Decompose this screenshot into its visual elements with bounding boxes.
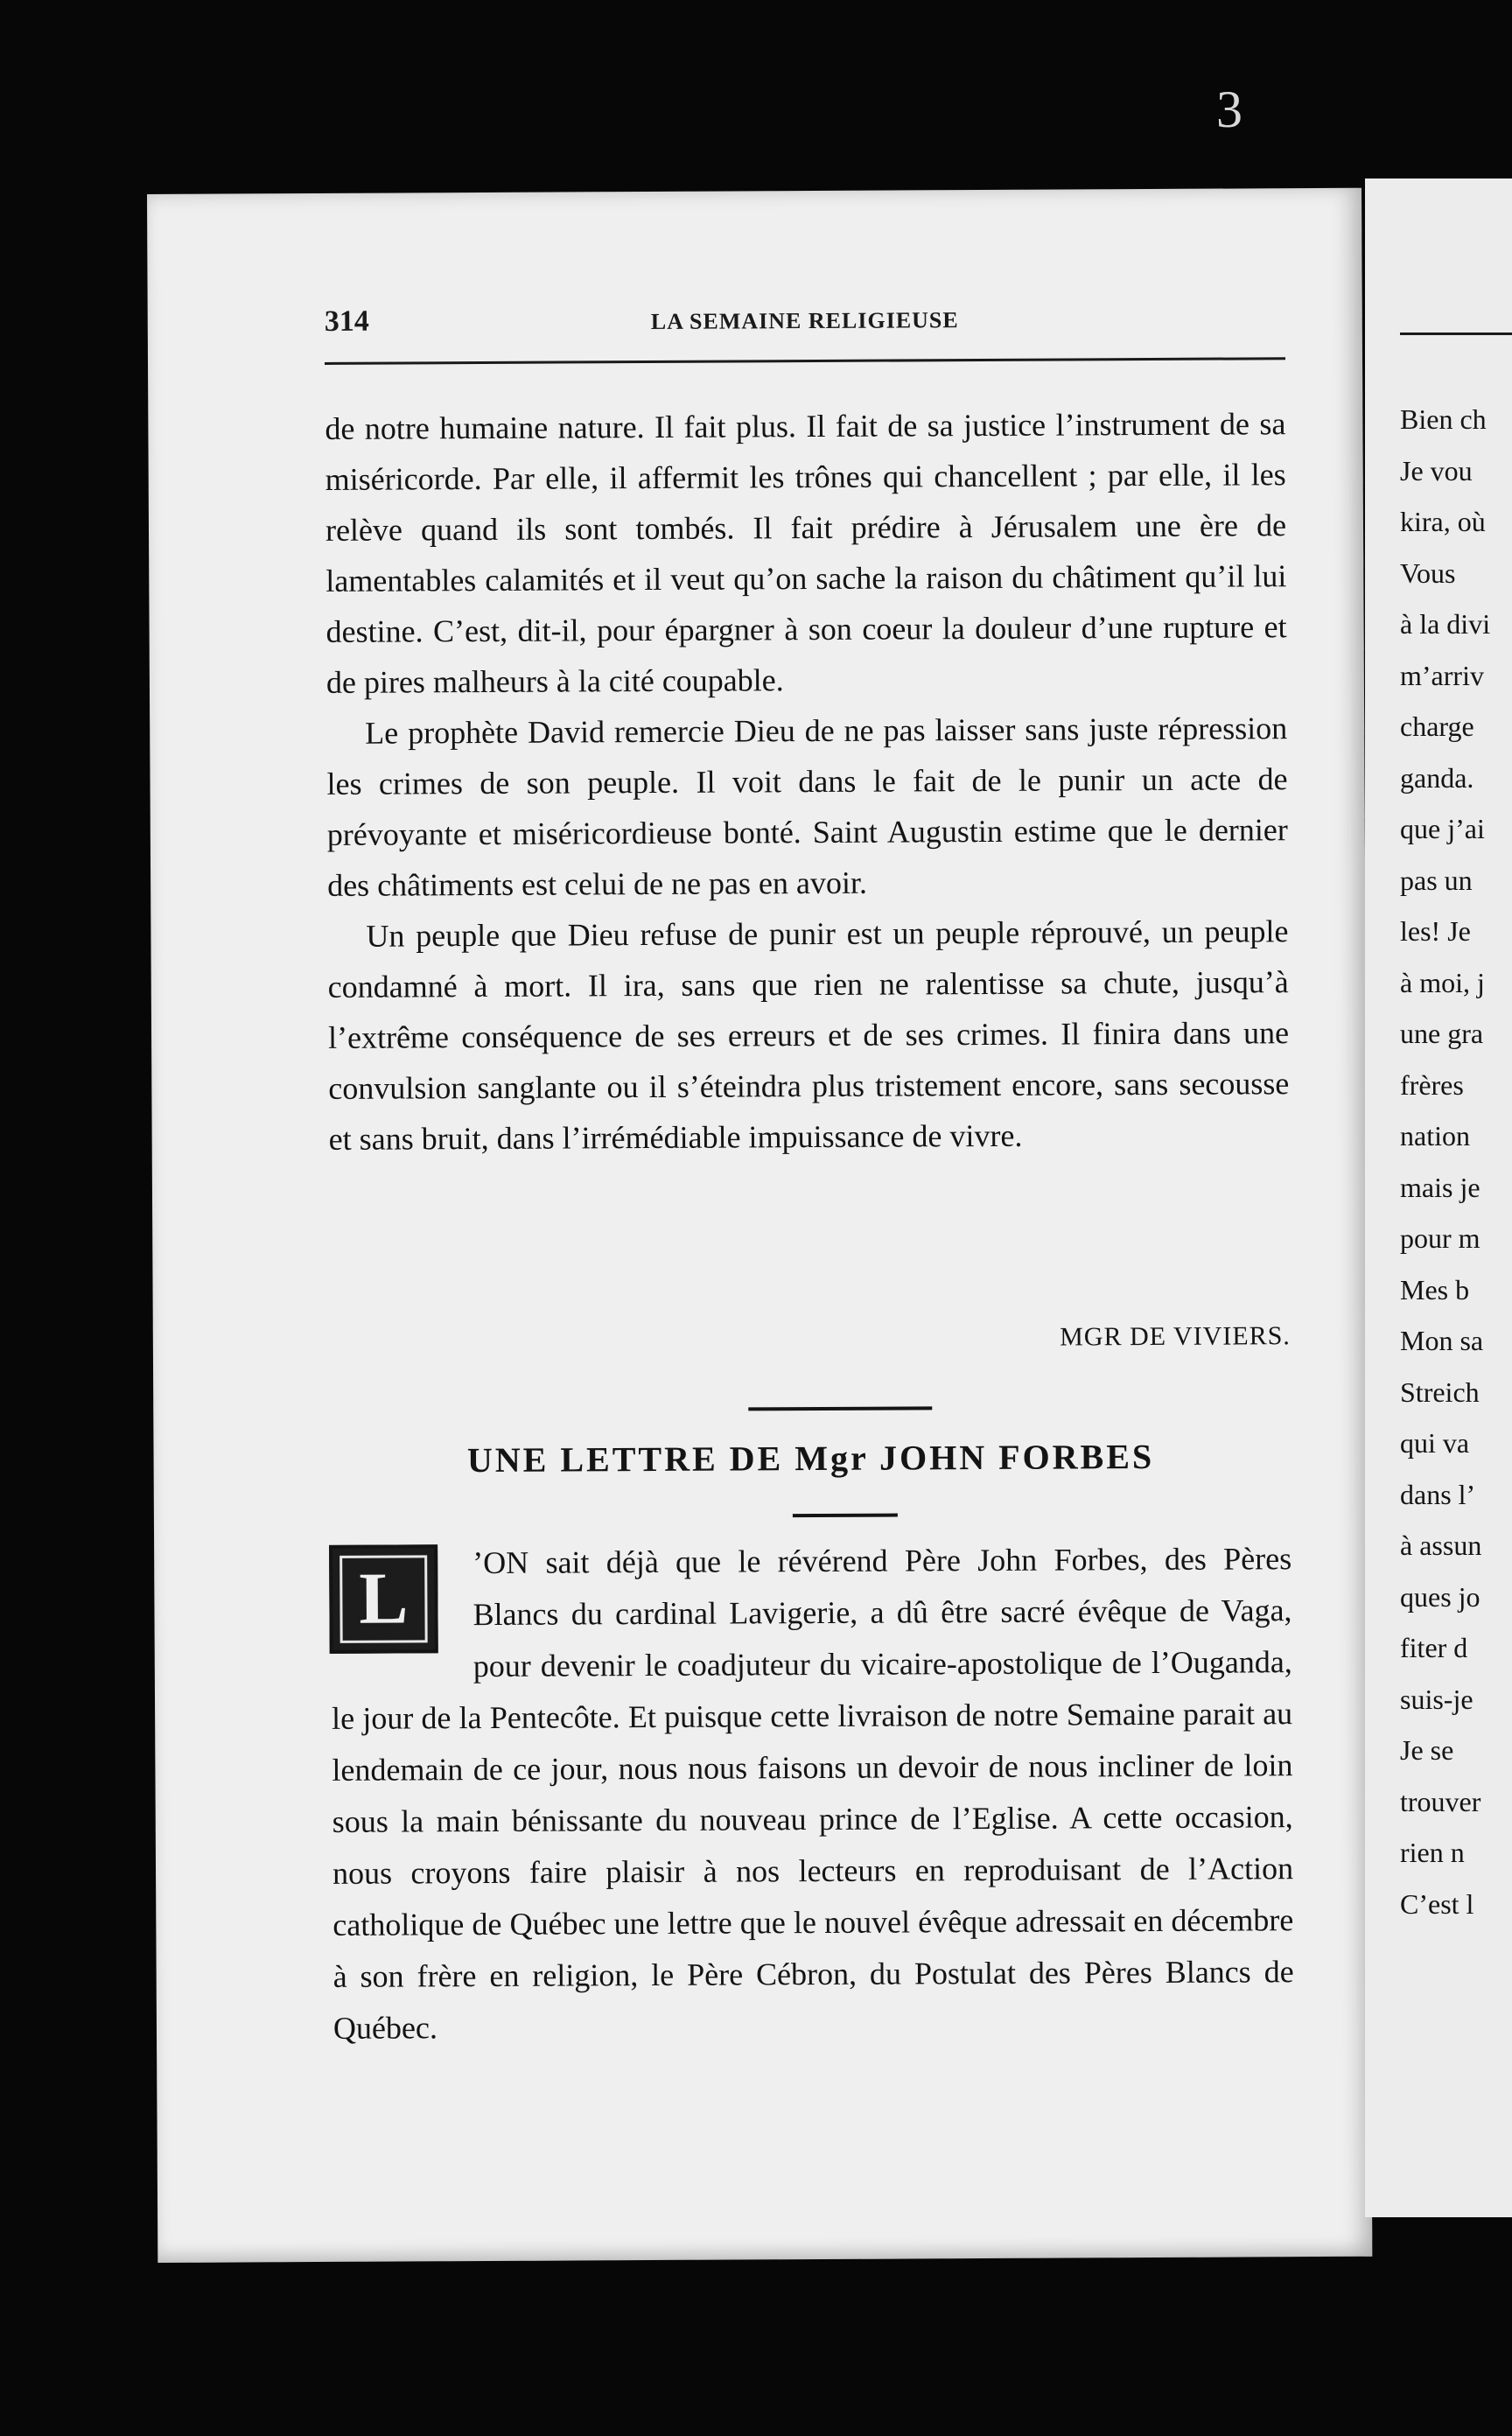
- author-signature: MGR DE VIVIERS.: [1060, 1321, 1291, 1352]
- page-header: [325, 300, 1285, 340]
- adjacent-line: une gra: [1400, 1018, 1484, 1049]
- adjacent-line: qui va: [1400, 1427, 1470, 1459]
- drop-cap-ornament: [329, 1544, 438, 1654]
- adjacent-line: suis-je: [1400, 1683, 1474, 1715]
- adjacent-line: m’arriv: [1400, 659, 1484, 691]
- page-number: 314: [324, 304, 369, 338]
- adjacent-line: à moi, j: [1400, 966, 1485, 998]
- title-underline: [793, 1514, 898, 1518]
- adjacent-line: ganda.: [1400, 761, 1474, 794]
- adjacent-line: Bien ch: [1400, 403, 1487, 435]
- adjacent-line: rien n: [1400, 1837, 1465, 1868]
- article-title: UNE LETTRE DE Mgr JOHN FORBES: [466, 1436, 1155, 1480]
- paragraph-2: Le prophète David remercie Dieu de ne pas laisser sans juste répression les crimes de son peuple. Il voit dans le fait de le punir un acte de prévoyante et miséricordieuse bonté. Saint Augustin estime que le dernier des châtiments est celui de ne pas en avoir.: [326, 710, 1288, 903]
- adjacent-line: Streich: [1400, 1376, 1480, 1408]
- adjacent-line: les! Je: [1400, 915, 1471, 947]
- section-divider: [748, 1406, 932, 1410]
- adjacent-line: frères: [1400, 1068, 1464, 1101]
- adjacent-line: trouver: [1400, 1785, 1481, 1817]
- drop-cap-letter: L: [340, 1555, 428, 1643]
- adjacent-line: C’est l: [1400, 1887, 1474, 1920]
- adjacent-line: Vous: [1400, 556, 1456, 589]
- adjacent-line: charge: [1400, 710, 1474, 742]
- adjacent-line: à la divi: [1400, 608, 1491, 640]
- adjacent-line: ques jo: [1400, 1580, 1480, 1613]
- header-rule: [325, 357, 1285, 365]
- adjacent-line: Mes b: [1400, 1273, 1470, 1306]
- adjacent-line: fiter d: [1400, 1632, 1468, 1663]
- paragraph-1: de notre humaine nature. Il fait plus. Il fait de sa justice l’instrument de sa miséricorde. Par elle, il affermit les trônes qui chancellent ; par elle, il les relève quand ils sont tombés. Il fait prédire à Jérusalem une ère de lamentables calamités et il veut qu’on sache la raison du châtiment qu’il lui destine. C’est, dit-il, pour épargner à son coeur la douleur d’une rupture et de pires malheurs à la cité coupable.: [325, 406, 1287, 700]
- adjacent-line: mais je: [1400, 1171, 1480, 1203]
- adjacent-line: kira, où: [1400, 506, 1486, 537]
- adjacent-page-text: [1400, 394, 1512, 1929]
- adjacent-line: à assun: [1400, 1530, 1482, 1561]
- adjacent-line: pour m: [1400, 1222, 1480, 1254]
- adjacent-line: dans l’: [1400, 1478, 1476, 1510]
- main-text: [325, 398, 1290, 1165]
- article-text: [331, 1533, 1294, 2054]
- adjacent-header-rule: [1400, 332, 1512, 335]
- adjacent-line: nation: [1400, 1120, 1470, 1152]
- paragraph-3: Un peuple que Dieu refuse de punir est un peuple réprouvé, un peuple condamné à mort. Il ira, sans que rien ne ralentisse sa chute, jusqu’à l’extrême conséquence de ses erreurs et de ses crimes. Il finira dans une convulsion sanglante ou il s’éteindra plus tristement encore, sans secousse et sans bruit, dans l’irrémédiable impuissance de vivre.: [327, 914, 1290, 1157]
- adjacent-line: que j’ai: [1400, 813, 1485, 844]
- adjacent-line: Je vou: [1400, 454, 1473, 486]
- book-page: [147, 188, 1372, 2263]
- running-title: LA SEMAINE RELIGIEUSE: [650, 307, 959, 334]
- article-paragraph: ’ON sait déjà que le révérend Père John Forbes, des Pères Blancs du cardinal Lavigerie, a dû être sacré évêque de Vaga, pour devenir le coadjuteur du vicaire-apostolique de l’Ouganda, le jour de la Pentecôte. Et puisque cette livraison de notre Semaine parait au lendemain de ce jour, nous nous faisons un devoir de nous incliner de loin sous la main bénissante du nouveau prince de l’Eglise. A cette occasion, nous croyons faire plaisir à nos lecteurs en reproduisant de l’Action catholique de Québec une lettre que le nouvel évêque adressait en décembre à son frère en religion, le Père Cébron, du Postulat des Pères Blancs de Québec.: [332, 1541, 1294, 2046]
- adjacent-line: Mon sa: [1400, 1325, 1484, 1356]
- adjacent-page: [1365, 178, 1512, 2217]
- adjacent-line: Je se: [1400, 1734, 1454, 1766]
- film-margin-mark: 3: [1216, 80, 1242, 138]
- adjacent-line: pas un: [1400, 864, 1473, 896]
